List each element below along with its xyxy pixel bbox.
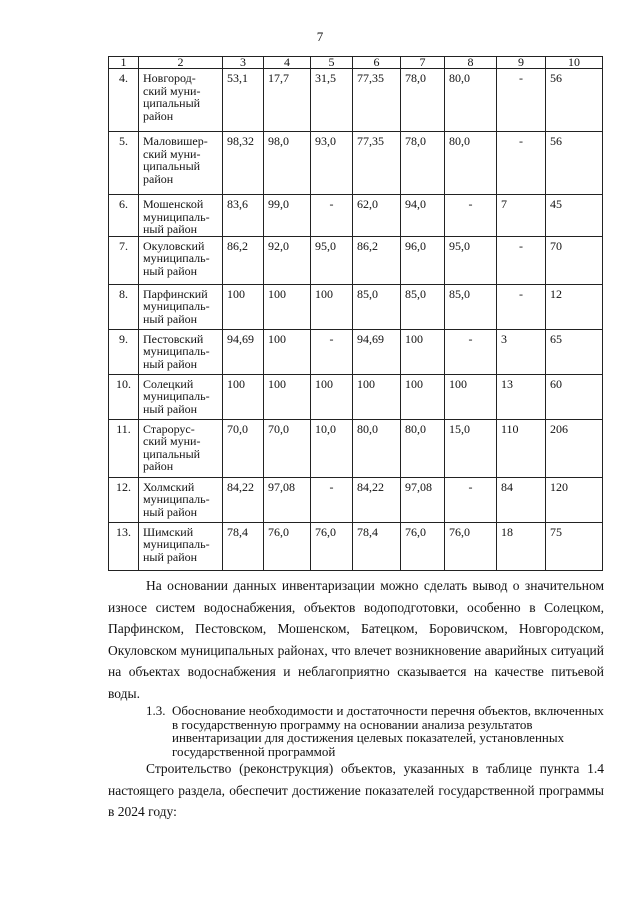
value-cell-c7: 76,0 bbox=[401, 522, 445, 570]
value-cell-c4: 100 bbox=[264, 374, 311, 419]
value-cell-c3: 70,0 bbox=[223, 419, 264, 477]
value-cell-c10: 60 bbox=[546, 374, 603, 419]
header-cell: 10 bbox=[546, 57, 603, 69]
header-cell: 1 bbox=[109, 57, 139, 69]
value-cell-c10: 45 bbox=[546, 195, 603, 237]
value-cell-c5: 31,5 bbox=[311, 69, 353, 132]
value-cell-c6: 78,4 bbox=[353, 522, 401, 570]
value-cell-c8: - bbox=[445, 329, 497, 374]
table-row bbox=[109, 522, 603, 570]
value-cell-c10: 56 bbox=[546, 132, 603, 195]
header-cell: 6 bbox=[353, 57, 401, 69]
district-name: Новгород- ский муни- ципальный район bbox=[139, 69, 223, 132]
value-cell-c4: 99,0 bbox=[264, 195, 311, 237]
value-cell-c10: 206 bbox=[546, 419, 603, 477]
value-cell-c8: 100 bbox=[445, 374, 497, 419]
value-cell-c4: 98,0 bbox=[264, 132, 311, 195]
value-cell-c7: 80,0 bbox=[401, 419, 445, 477]
value-cell-c8: - bbox=[445, 477, 497, 522]
header-cell: 4 bbox=[264, 57, 311, 69]
value-cell-c10: 12 bbox=[546, 284, 603, 329]
value-cell-c8: 85,0 bbox=[445, 284, 497, 329]
inventory-table bbox=[108, 56, 603, 571]
value-cell-c10: 65 bbox=[546, 329, 603, 374]
value-cell-c5: 10,0 bbox=[311, 419, 353, 477]
district-name: Солецкий муниципаль- ный район bbox=[139, 374, 223, 419]
value-cell-c7: 78,0 bbox=[401, 69, 445, 132]
value-cell-c4: 76,0 bbox=[264, 522, 311, 570]
table-row bbox=[109, 236, 603, 284]
section-title: Обоснование необходимости и достаточности перечня объектов, включенных в государственную программу на основании анализа результатов инвентаризации для достижения целевых показателей, установленных государственной программой bbox=[172, 703, 604, 759]
value-cell-c7: 97,08 bbox=[401, 477, 445, 522]
table-row bbox=[109, 329, 603, 374]
table-row bbox=[109, 284, 603, 329]
page-number: 7 bbox=[316, 29, 324, 44]
table-header-row bbox=[109, 57, 603, 69]
value-cell-c9: 3 bbox=[497, 329, 546, 374]
value-cell-c6: 86,2 bbox=[353, 236, 401, 284]
value-cell-c3: 94,69 bbox=[223, 329, 264, 374]
row-number: 10. bbox=[109, 374, 139, 419]
value-cell-c6: 62,0 bbox=[353, 195, 401, 237]
district-name: Пестовский муниципаль- ный район bbox=[139, 329, 223, 374]
value-cell-c3: 98,32 bbox=[223, 132, 264, 195]
value-cell-c6: 94,69 bbox=[353, 329, 401, 374]
value-cell-c9: 13 bbox=[497, 374, 546, 419]
value-cell-c9: - bbox=[497, 69, 546, 132]
row-number: 9. bbox=[109, 329, 139, 374]
table-row bbox=[109, 477, 603, 522]
header-cell: 7 bbox=[401, 57, 445, 69]
value-cell-c4: 92,0 bbox=[264, 236, 311, 284]
table-row bbox=[109, 419, 603, 477]
value-cell-c8: 80,0 bbox=[445, 132, 497, 195]
value-cell-c7: 78,0 bbox=[401, 132, 445, 195]
header-cell: 3 bbox=[223, 57, 264, 69]
value-cell-c8: 76,0 bbox=[445, 522, 497, 570]
row-number: 5. bbox=[109, 132, 139, 195]
value-cell-c5: 100 bbox=[311, 374, 353, 419]
table-row bbox=[109, 69, 603, 132]
value-cell-c6: 85,0 bbox=[353, 284, 401, 329]
value-cell-c3: 100 bbox=[223, 374, 264, 419]
row-number: 12. bbox=[109, 477, 139, 522]
value-cell-c7: 100 bbox=[401, 374, 445, 419]
conclusion-paragraph: На основании данных инвентаризации можно сделать вывод о значительном износе систем водоснабжения, объектов водоподготовки, особенно в Солецком, Парфинском, Пестовском, Мошенском, Батецком, Боровичском, Новгородском, Окуловском муниципальных районах, что влечет возникновение аварийных ситуаций на объектах водоснабжения и неблагоприятно сказывается на качестве питьевой воды. bbox=[108, 578, 604, 701]
value-cell-c8: - bbox=[445, 195, 497, 237]
value-cell-c8: 80,0 bbox=[445, 69, 497, 132]
value-cell-c5: 95,0 bbox=[311, 236, 353, 284]
table-row bbox=[109, 132, 603, 195]
district-name: Маловишер- ский муни- ципальный район bbox=[139, 132, 223, 195]
value-cell-c5: - bbox=[311, 477, 353, 522]
value-cell-c5: 93,0 bbox=[311, 132, 353, 195]
value-cell-c9: - bbox=[497, 284, 546, 329]
value-cell-c8: 15,0 bbox=[445, 419, 497, 477]
row-number: 7. bbox=[109, 236, 139, 284]
row-number: 13. bbox=[109, 522, 139, 570]
value-cell-c4: 100 bbox=[264, 329, 311, 374]
district-name: Окуловский муниципаль- ный район bbox=[139, 236, 223, 284]
value-cell-c6: 100 bbox=[353, 374, 401, 419]
value-cell-c9: 18 bbox=[497, 522, 546, 570]
value-cell-c7: 96,0 bbox=[401, 236, 445, 284]
value-cell-c5: 76,0 bbox=[311, 522, 353, 570]
value-cell-c6: 77,35 bbox=[353, 69, 401, 132]
value-cell-c3: 78,4 bbox=[223, 522, 264, 570]
row-number: 11. bbox=[109, 419, 139, 477]
value-cell-c9: - bbox=[497, 132, 546, 195]
value-cell-c10: 75 bbox=[546, 522, 603, 570]
district-name: Мошенской муниципаль- ный район bbox=[139, 195, 223, 237]
value-cell-c9: - bbox=[497, 236, 546, 284]
header-cell: 8 bbox=[445, 57, 497, 69]
table-row bbox=[109, 195, 603, 237]
section-number: 1.3. bbox=[146, 703, 166, 718]
value-cell-c9: 84 bbox=[497, 477, 546, 522]
value-cell-c9: 7 bbox=[497, 195, 546, 237]
value-cell-c3: 53,1 bbox=[223, 69, 264, 132]
value-cell-c5: - bbox=[311, 195, 353, 237]
value-cell-c4: 17,7 bbox=[264, 69, 311, 132]
value-cell-c6: 84,22 bbox=[353, 477, 401, 522]
value-cell-c7: 100 bbox=[401, 329, 445, 374]
value-cell-c10: 56 bbox=[546, 69, 603, 132]
value-cell-c5: 100 bbox=[311, 284, 353, 329]
value-cell-c4: 100 bbox=[264, 284, 311, 329]
header-cell: 2 bbox=[139, 57, 223, 69]
value-cell-c8: 95,0 bbox=[445, 236, 497, 284]
value-cell-c3: 86,2 bbox=[223, 236, 264, 284]
value-cell-c3: 100 bbox=[223, 284, 264, 329]
row-number: 4. bbox=[109, 69, 139, 132]
value-cell-c10: 70 bbox=[546, 236, 603, 284]
value-cell-c6: 77,35 bbox=[353, 132, 401, 195]
value-cell-c10: 120 bbox=[546, 477, 603, 522]
district-name: Старорус- ский муни- ципальный район bbox=[139, 419, 223, 477]
header-cell: 5 bbox=[311, 57, 353, 69]
value-cell-c4: 97,08 bbox=[264, 477, 311, 522]
table-row bbox=[109, 374, 603, 419]
row-number: 8. bbox=[109, 284, 139, 329]
value-cell-c3: 83,6 bbox=[223, 195, 264, 237]
value-cell-c5: - bbox=[311, 329, 353, 374]
value-cell-c3: 84,22 bbox=[223, 477, 264, 522]
value-cell-c4: 70,0 bbox=[264, 419, 311, 477]
district-name: Шимский муниципаль- ный район bbox=[139, 522, 223, 570]
district-name: Холмский муниципаль- ный район bbox=[139, 477, 223, 522]
row-number: 6. bbox=[109, 195, 139, 237]
value-cell-c7: 85,0 bbox=[401, 284, 445, 329]
district-name: Парфинский муниципаль- ный район bbox=[139, 284, 223, 329]
value-cell-c7: 94,0 bbox=[401, 195, 445, 237]
value-cell-c6: 80,0 bbox=[353, 419, 401, 477]
value-cell-c9: 110 bbox=[497, 419, 546, 477]
header-cell: 9 bbox=[497, 57, 546, 69]
construction-paragraph: Строительство (реконструкция) объектов, указанных в таблице пункта 1.4 настоящего раздела, обеспечит достижение показателей государственной программы в 2024 году: bbox=[108, 761, 604, 819]
